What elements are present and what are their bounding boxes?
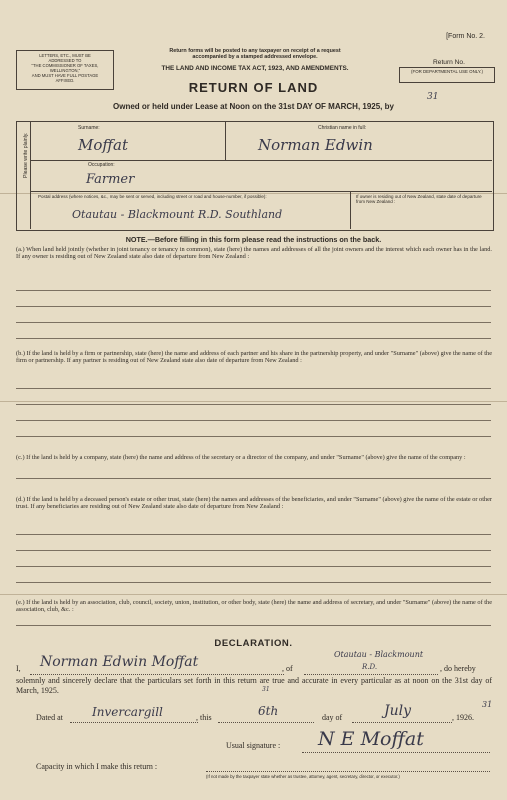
declarant-address-line2[interactable]: R.D. — [362, 663, 378, 671]
signature-dotted-line — [302, 752, 490, 753]
answer-line[interactable] — [16, 478, 491, 479]
occupation-label: Occupation: — [88, 162, 115, 168]
answer-line[interactable] — [16, 566, 491, 567]
address-dotted-line — [304, 674, 438, 675]
declarant-name[interactable]: Norman Edwin Moffat — [40, 654, 199, 670]
section-d-text: (d.) If the land is held by a deceased person's estate or other trust, state (here) the names and addresses of the beneficiaries, and under "Surname" (above) give the name of the estate or other trust. If any beneficiaries are residing out of New Zealand state also date of departure from New Zealand : — [16, 496, 492, 511]
declaration-do-hereby: , do hereby — [440, 664, 476, 673]
section-a-text: (a.) When land held jointly (whether in joint tenancy or tenancy in common), state (here) the names and addresses of all the joint owners and the interest which each owner has in the land. If any owner is residing out of New Zealand state also date of departure from New Zealand : — [16, 246, 492, 261]
capacity-label: Capacity in which I make this return : — [36, 762, 158, 771]
declaration-i: I, — [16, 664, 21, 673]
address-line: LETTERS, ETC., MUST BE — [39, 53, 91, 58]
section-b-text: (b.) If the land is held by a firm or partnership, state (here) the name and address of each partner and his share in the partnership property, and under "Surname" (above) give the name of the firm or partnership. If any partner is residing out of New Zealand state also date of departure from New Zealand : — [16, 350, 492, 365]
address-line: AND MUST HAVE FULL POSTAGE — [31, 73, 99, 78]
answer-line[interactable] — [16, 306, 491, 307]
answer-line[interactable] — [16, 436, 491, 437]
christian-name-label: Christian name in full: — [318, 125, 367, 131]
section-c-text: (c.) If the land is held by a company, state (here) the name and address of the secretary or a director of the company, and under "Surname" (above) give the name of the company : — [16, 454, 466, 461]
place-dotted-line — [70, 722, 198, 723]
postal-address-value[interactable]: Otautau - Blackmount R.D. Southland — [72, 208, 283, 221]
dated-year-mark: 31 — [482, 700, 493, 709]
capacity-note: (If not made by the taxpayer state whether as trustee, attorney, agent, secretary, director, or executor.) — [206, 774, 400, 779]
answer-line[interactable] — [16, 550, 491, 551]
declaration-body: solemnly and sincerely declare that the particulars set forth in this return are true and accurate in every particular as at noon on the 31st day of March, 1925. — [16, 676, 492, 696]
answer-line[interactable] — [16, 534, 491, 535]
dated-at-label: Dated at — [36, 713, 63, 722]
name-dotted-line — [30, 674, 284, 675]
side-label: Please write plainly. — [23, 132, 29, 178]
address-line: AFFIXED. — [55, 78, 75, 83]
paper-fold — [0, 594, 507, 595]
christian-name-value[interactable]: Norman Edwin — [258, 136, 373, 154]
col-divider — [225, 121, 226, 160]
answer-line[interactable] — [16, 322, 491, 323]
postal-address-label: Postal address (where notices, &c., may be sent or served, including street or road and house-number, if possible): — [38, 194, 267, 199]
page-subtitle: Owned or held under Lease at Noon on the 31st DAY OF MARCH, 1925, by — [113, 102, 394, 111]
paper-fold — [0, 401, 507, 402]
answer-line[interactable] — [16, 404, 491, 405]
address-line: WELLINGTON," — [49, 68, 81, 73]
side-divider — [30, 121, 31, 229]
answer-line[interactable] — [16, 582, 491, 583]
return-request-note — [120, 48, 390, 61]
declaration-of: , of — [282, 664, 293, 673]
declaration-title: DECLARATION. — [214, 638, 293, 649]
declaration-year-mark: 31 — [262, 686, 270, 693]
dated-day[interactable]: 6th — [258, 704, 279, 718]
dated-year: , 1926. — [452, 713, 474, 722]
handwritten-year: 31 — [427, 92, 439, 102]
usual-signature-label: Usual signature : — [226, 741, 281, 750]
answer-line[interactable] — [16, 388, 491, 389]
dated-day-of: day of — [322, 713, 343, 722]
return-note-line: Return forms will be posted to any taxpayer on receipt of a request — [169, 48, 341, 54]
day-dotted-line — [218, 722, 314, 723]
return-note-line: accompanied by a stamped addressed envelope. — [192, 54, 318, 61]
answer-line[interactable] — [16, 290, 491, 291]
declarant-address-line1[interactable]: Otautau - Blackmount — [334, 650, 424, 659]
section-e-text: (e.) If the land is held by an association, club, council, society, union, institution, or other body, state (here) the name and address of secretary, and under "Surname" (above) the name of the association, club, &c. : — [16, 599, 492, 614]
dated-month[interactable]: July — [384, 703, 412, 719]
signature[interactable]: N E Moffat — [318, 728, 424, 750]
surname-label: Surname: — [78, 125, 100, 131]
address-line: "THE COMMISSIONER OF TAXES, — [31, 63, 99, 68]
dept-use-label: (FOR DEPARTMENTAL USE ONLY.) — [411, 69, 483, 74]
instructions-note: NOTE.—Before filling in this form please read the instructions on the back. — [125, 235, 382, 244]
occupation-value[interactable]: Farmer — [86, 172, 135, 187]
return-no-label: Return No. — [433, 59, 465, 66]
row-divider — [30, 191, 492, 192]
page-title: RETURN OF LAND — [188, 80, 319, 95]
overseas-label: If owner is residing out of New Zealand, state date of departure from New Zealand : — [356, 194, 482, 205]
address-line: ADDRESSED TO — [48, 58, 82, 63]
answer-line[interactable] — [16, 625, 491, 626]
row-divider — [30, 160, 492, 161]
dated-place[interactable]: Invercargill — [92, 705, 163, 719]
answer-line[interactable] — [16, 420, 491, 421]
answer-line[interactable] — [16, 338, 491, 339]
col-divider — [350, 191, 351, 229]
form-number: [Form No. 2. — [446, 33, 485, 40]
act-title: THE LAND AND INCOME TAX ACT, 1923, AND AMENDMENTS. — [161, 65, 349, 72]
month-dotted-line — [352, 722, 452, 723]
capacity-dotted-line[interactable] — [206, 771, 490, 772]
surname-value[interactable]: Moffat — [78, 136, 128, 154]
dated-this: , this — [196, 713, 212, 722]
